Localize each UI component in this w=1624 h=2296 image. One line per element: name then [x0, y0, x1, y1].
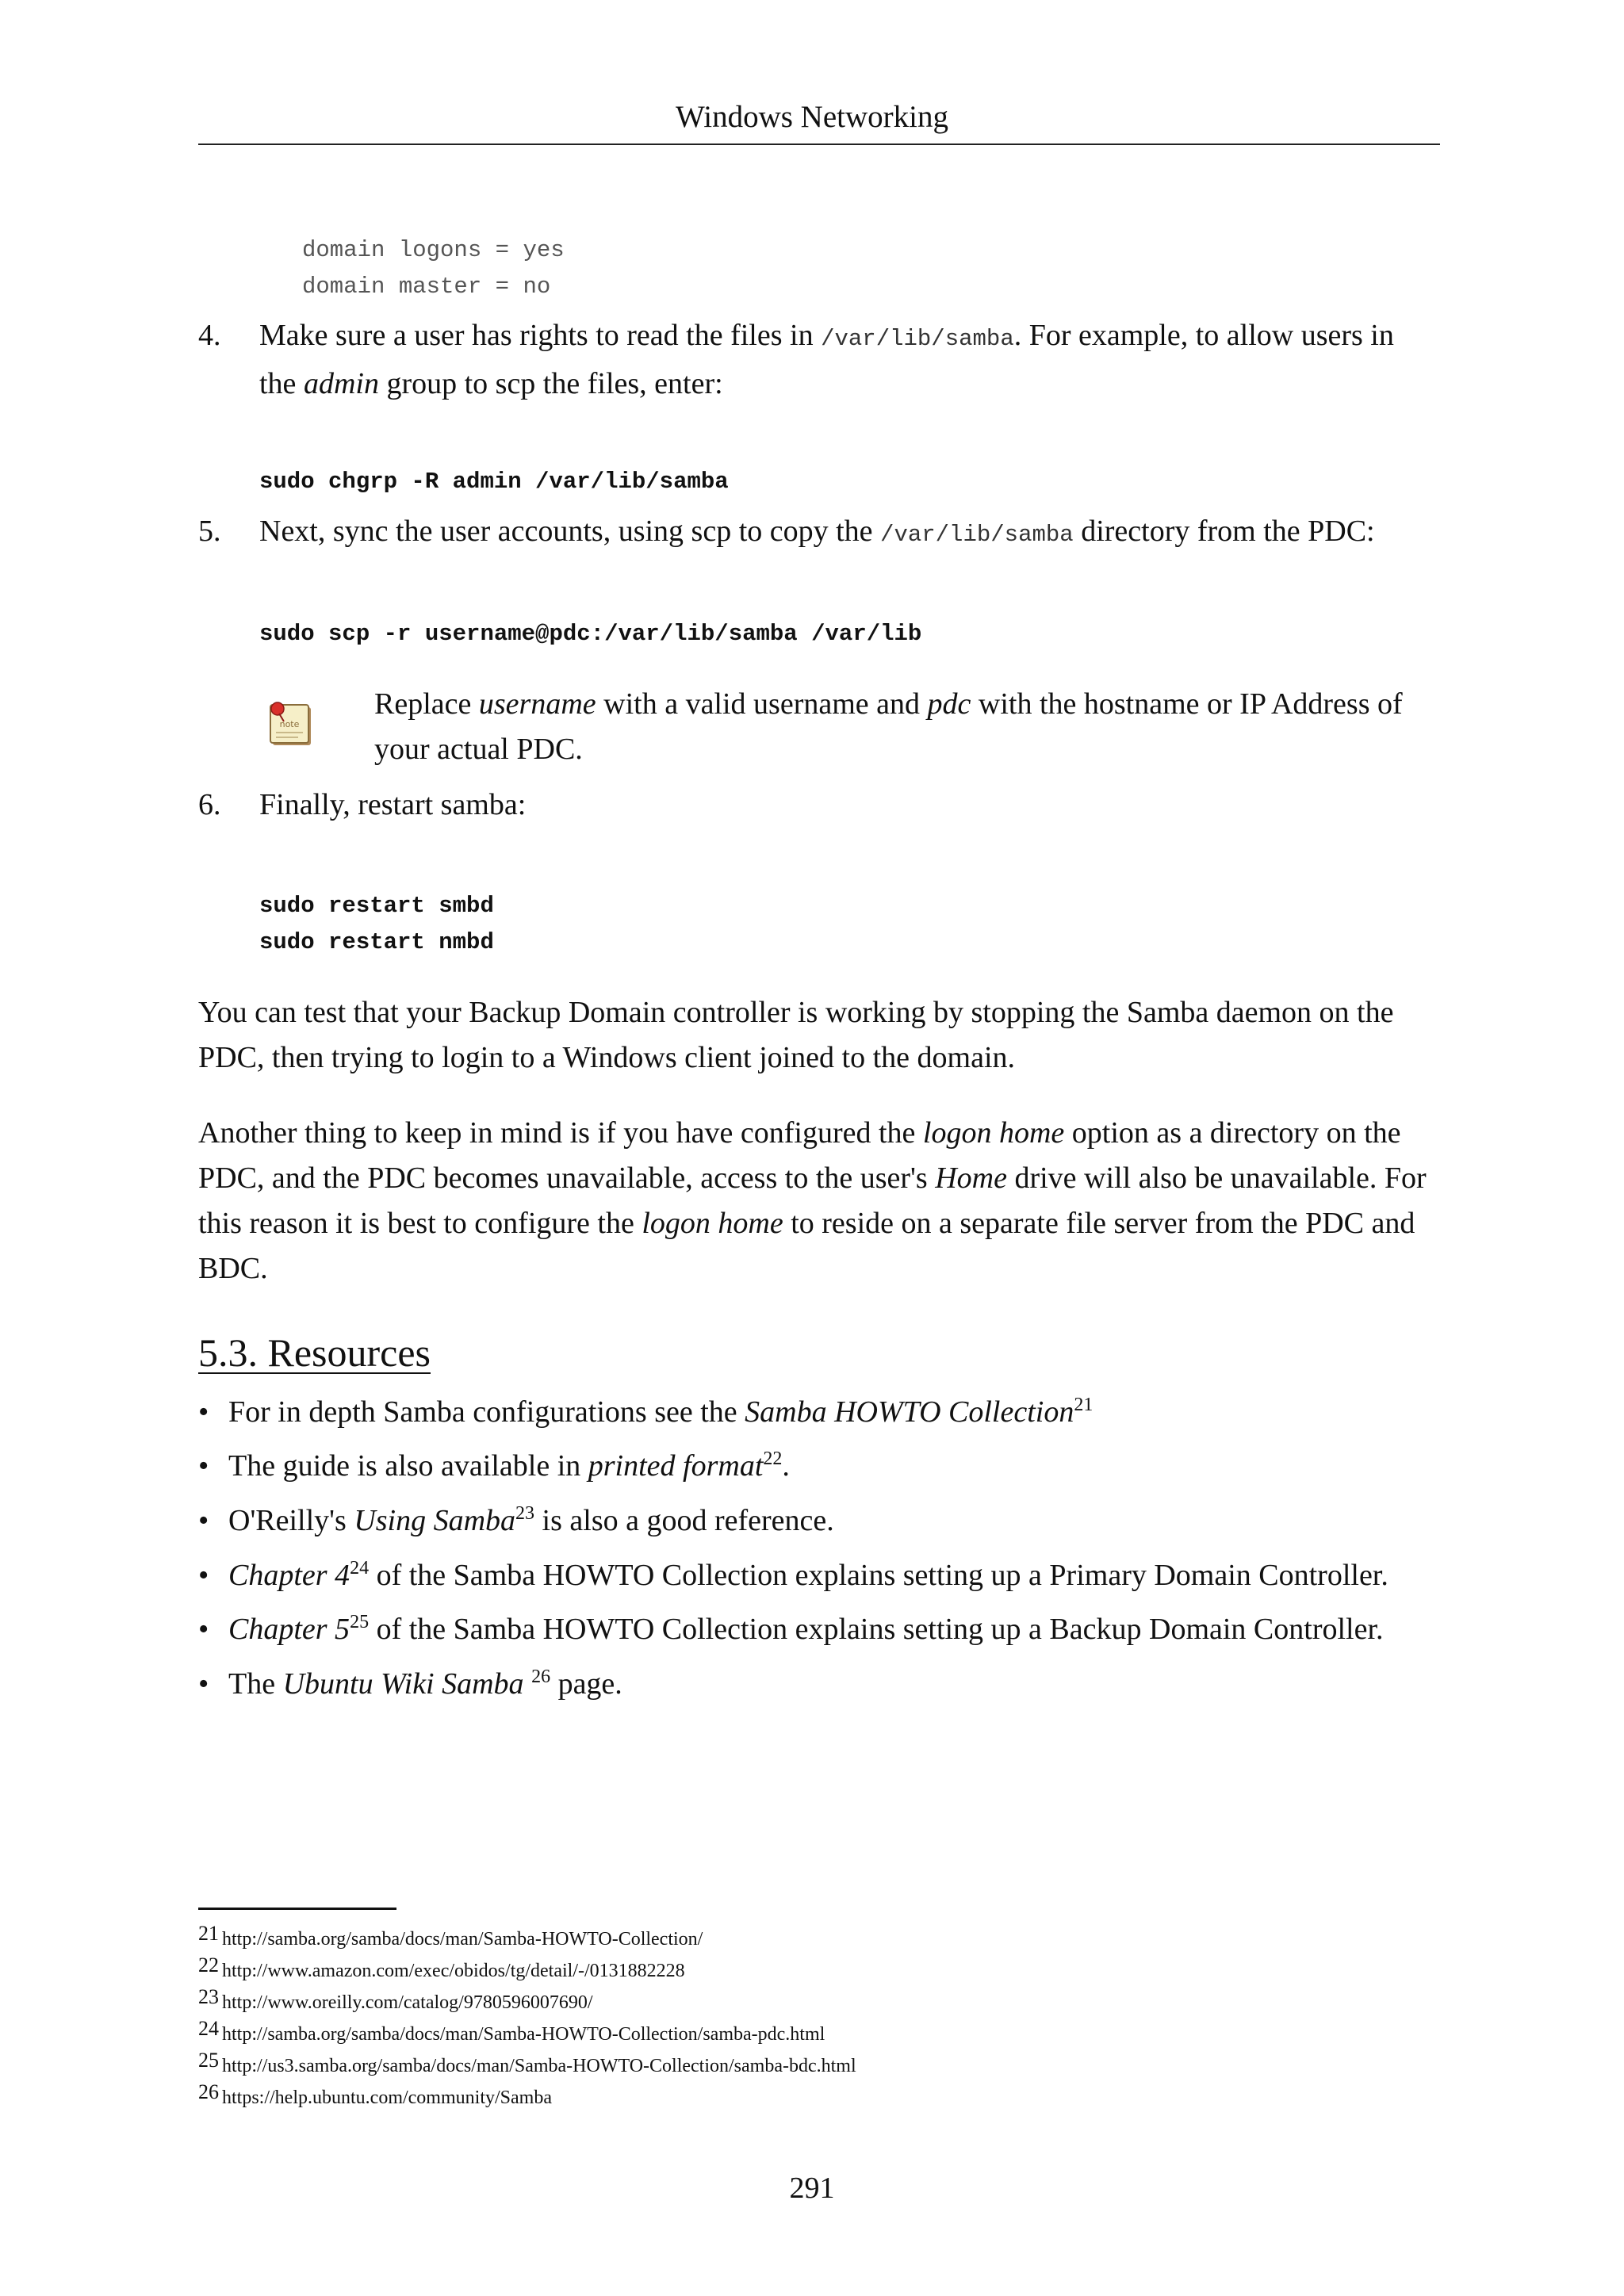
- footnote-ref[interactable]: 22: [763, 1448, 783, 1469]
- footnote: 24 http://samba.org/samba/docs/man/Samba-HOWTO-Collection/samba-pdc.html: [198, 2017, 825, 2045]
- svg-text:note: note: [279, 719, 300, 729]
- footnote: 25 http://us3.samba.org/samba/docs/man/Samba-HOWTO-Collection/samba-bdc.html: [198, 2049, 856, 2076]
- step-text: Make sure a user has rights to read the files in /var/lib/samba. For example, to allow users in the admin group to scp the files, enter:: [259, 319, 1394, 400]
- footnote-ref[interactable]: 23: [515, 1503, 535, 1524]
- resource-link[interactable]: printed format: [588, 1449, 764, 1483]
- inline-path: /var/lib/samba: [821, 326, 1014, 352]
- command-line: sudo chgrp -R admin /var/lib/samba: [259, 469, 729, 495]
- footnote: 21 http://samba.org/samba/docs/man/Samba-HOWTO-Collection/: [198, 1922, 703, 1950]
- command-line: sudo restart smbd: [259, 893, 494, 919]
- resource-item: Chapter $4^{24}$ of the Samba HOWTO Collection explains setting up a Primary Domain Controller.: [228, 1558, 1388, 1592]
- footnote-url[interactable]: http://www.amazon.com/exec/obidos/tg/detail/-/0131882228: [222, 1961, 685, 1981]
- footnote-ref[interactable]: 26: [531, 1667, 551, 1687]
- step-text: Finally, restart samba:: [259, 788, 527, 821]
- step-text: Next, sync the user accounts, using scp to copy the /var/lib/samba directory from the PDC:: [259, 515, 1375, 548]
- header-rule: [198, 144, 1440, 145]
- footnote-url[interactable]: http://www.oreilly.com/catalog/9780596007690/: [222, 1992, 593, 2013]
- note-text: Replace username with a valid username and pdc with the hostname or IP Address of your actual PDC.: [374, 687, 1403, 766]
- footnote: 22 http://www.amazon.com/exec/obidos/tg/detail/-/0131882228: [198, 1954, 685, 1981]
- step-number: 4.: [198, 319, 221, 352]
- resource-item: For in depth Samba configurations see the Samba HOWTO Collection$^{21}$: [228, 1395, 1094, 1429]
- bullet: •: [198, 1449, 209, 1483]
- bullet: •: [198, 1559, 209, 1592]
- resource-item: O'Reilly's Using Samba$^{23}$ is also a good reference.: [228, 1503, 834, 1537]
- resource-link[interactable]: Chapter 4: [228, 1559, 350, 1592]
- paragraph: Another thing to keep in mind is if you have configured the logon home option as a directory on the PDC, and the PDC becomes unavailable, access to the user's Home drive will also be unavailable. For this reason it is best to configure the logon home to reside on a separate file server from the PDC and BDC.: [198, 1116, 1427, 1285]
- inline-path: /var/lib/samba: [880, 522, 1074, 548]
- command-line: sudo scp -r username@pdc:/var/lib/samba /var/lib: [259, 621, 922, 647]
- resource-item: The Ubuntu Wiki Samba $^{26}$ page.: [228, 1667, 622, 1701]
- running-header: Windows Networking: [676, 100, 948, 134]
- resource-item: The guide is also available in printed format$^{22}$.: [228, 1448, 790, 1483]
- footnote-rule: [198, 1908, 396, 1910]
- footnote-url[interactable]: http://us3.samba.org/samba/docs/man/Samba-HOWTO-Collection/samba-bdc.html: [222, 2056, 856, 2076]
- footnote: 26 https://help.ubuntu.com/community/Samba: [198, 2080, 552, 2108]
- command-line: sudo restart nmbd: [259, 929, 494, 955]
- step-number: 6.: [198, 788, 221, 821]
- footnote-url[interactable]: http://samba.org/samba/docs/man/Samba-HOWTO-Collection/samba-pdc.html: [222, 2024, 825, 2045]
- code-line: domain logons = yes: [302, 237, 565, 263]
- resource-item: Chapter $5^{25}$ of the Samba HOWTO Collection explains setting up a Backup Domain Controller.: [228, 1612, 1384, 1646]
- step-number: 5.: [198, 515, 221, 548]
- footnote-url[interactable]: http://samba.org/samba/docs/man/Samba-HOWTO-Collection/: [222, 1929, 703, 1950]
- bullet: •: [198, 1667, 209, 1701]
- footnote-ref[interactable]: 24: [350, 1558, 370, 1578]
- bullet: •: [198, 1395, 209, 1429]
- footnote: 23 http://www.oreilly.com/catalog/9780596007690/: [198, 1985, 593, 2013]
- resource-link[interactable]: Ubuntu Wiki Samba: [282, 1667, 532, 1701]
- resource-link[interactable]: Using Samba: [354, 1504, 516, 1537]
- resource-link[interactable]: Chapter 5: [228, 1613, 350, 1646]
- note-icon: [266, 698, 316, 750]
- bullet: •: [198, 1504, 209, 1537]
- bullet: •: [198, 1613, 209, 1646]
- footnote-ref[interactable]: 25: [350, 1612, 370, 1632]
- footnote-url[interactable]: https://help.ubuntu.com/community/Samba: [222, 2087, 552, 2108]
- code-line: domain master = no: [302, 274, 551, 300]
- footnote-ref[interactable]: 21: [1074, 1395, 1094, 1415]
- resource-link[interactable]: Samba HOWTO Collection: [745, 1395, 1074, 1429]
- section-heading: 5.3. Resources: [198, 1330, 431, 1375]
- page-number: 291: [789, 2172, 835, 2205]
- paragraph: You can test that your Backup Domain controller is working by stopping the Samba daemon on the PDC, then trying to login to a Windows client joined to the domain.: [198, 996, 1394, 1074]
